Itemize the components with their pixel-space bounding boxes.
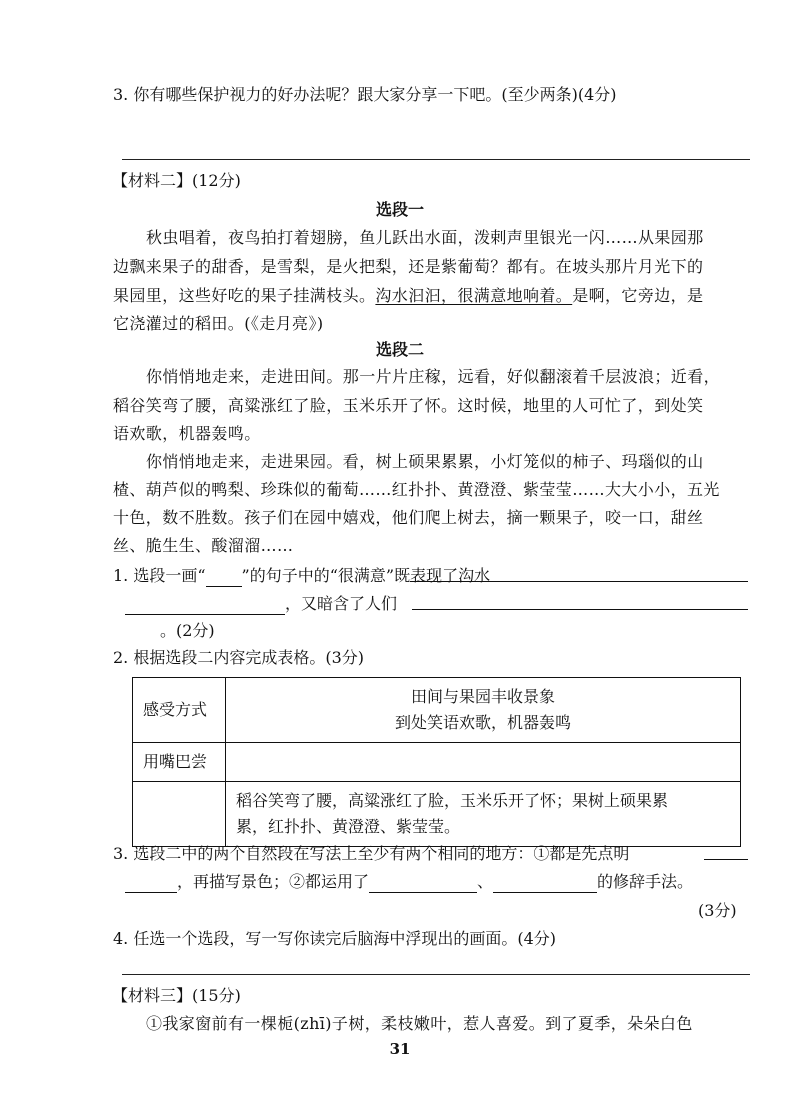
underlined-sentence: 沟水汩汩，很满意地响着。 — [375, 286, 573, 305]
table-answer-cell[interactable] — [226, 743, 741, 782]
passage-2-line: 你悄悄地走来，走进田间。那一片片庄稼，远看，好似翻滚着千层波浪；近看， — [146, 367, 721, 386]
question-3-text: ，再描写景色；②都运用了 — [177, 872, 370, 891]
passage-2-line: 丝、脆生生、酸溜溜…… — [113, 536, 294, 555]
passage-1-title: 选段一 — [375, 200, 424, 219]
question-1-text: ，又暗含了人们 — [285, 594, 398, 613]
answer-blank[interactable] — [704, 843, 748, 860]
passage-1-line — [113, 285, 703, 307]
answer-blank[interactable] — [493, 876, 597, 893]
passage-1-text: 果园里，这些好吃的果子挂满枝头。 — [113, 286, 376, 305]
question-1-score: 。(2分) — [160, 621, 215, 640]
question-3: 3. 选段二中的两个自然段在写法上至少有两个相同的地方：①都是先点明 — [113, 844, 630, 863]
table-row-text: 稻谷笑弯了腰，高粱涨红了脸，玉米乐开了怀；果树上硕果累 — [236, 791, 669, 810]
passage-2-line: 语欢歌，机器轰鸣。 — [113, 424, 261, 443]
table-row-text: 累，红扑扑、黄澄澄、紫莹莹。 — [236, 817, 461, 836]
answer-blank[interactable] — [369, 876, 477, 893]
material-3-header: 【材料三】(15分) — [112, 986, 241, 1005]
passage-2-line: 你悄悄地走来，走进果园。看，树上硕果累累，小灯笼似的柿子、玛瑙似的山 — [146, 452, 704, 471]
passage-2-line: 十色，数不胜数。孩子们在园中嬉戏，他们爬上树去，摘一颗果子，咬一口，甜丝 — [113, 508, 704, 527]
passage-1-line: 秋虫唱着，夜鸟拍打着翅膀，鱼儿跃出水面，泼剌声里银光一闪……从果园那 — [146, 228, 704, 247]
question-4: 4. 任选一个选段，写一写你读完后脑海中浮现出的画面。(4分) — [113, 929, 557, 948]
answer-blank[interactable] — [125, 598, 285, 615]
answer-blank[interactable] — [412, 593, 748, 610]
page-number: 31 — [389, 1040, 411, 1058]
answer-line — [122, 159, 750, 160]
table-header-text: 田间与果园丰收景象 — [410, 687, 555, 706]
table-cell: 用嘴巴尝 — [133, 743, 226, 782]
question-3-text: 、 — [477, 872, 494, 891]
answer-blank[interactable] — [125, 876, 177, 893]
question-3-line2 — [125, 871, 693, 893]
table-row-text: 到处笑语欢歌，机器轰鸣 — [394, 713, 571, 732]
passage-2-line: 楂、葫芦似的鸭梨、珍珠似的葡萄……红扑扑、黄澄澄、紫莹莹……大大小小，五光 — [113, 480, 720, 499]
material-2-header: 【材料二】(12分) — [112, 171, 241, 190]
passage-1-line: 边飘来果子的甜香，是雪梨，是火把梨，还是紫葡萄？都有。在坡头那片月光下的 — [113, 257, 704, 276]
table-cell: 感受方式 — [133, 678, 226, 743]
question-1-line2 — [125, 593, 397, 615]
question-1-text: 1. 选段一画“ — [113, 566, 206, 585]
question-3-score: (3分) — [698, 901, 737, 920]
question-3-text: 的修辞手法。 — [597, 872, 694, 891]
question-1-text: ”的句子中的“很满意”既表现了沟水 — [241, 566, 491, 585]
question-3-eyesight: 3. 你有哪些保护视力的好办法呢？跟大家分享一下吧。(至少两条)(4分) — [113, 85, 617, 104]
table-answer-cell[interactable] — [133, 782, 226, 847]
material-3-line: ①我家窗前有一棵栀(zhī)子树，柔枝嫩叶，惹人喜爱。到了夏季，朵朵白色 — [146, 1014, 693, 1033]
passage-1-line: 它浇灌过的稻田。(《走月亮》) — [113, 314, 324, 333]
passage-2-line: 稻谷笑弯了腰，高粱涨红了脸，玉米乐开了怀。这时候，地里的人可忙了，到处笑 — [113, 396, 704, 415]
passage-1-text: 是啊，它旁边，是 — [572, 286, 704, 305]
question-2: 2. 根据选段二内容完成表格。(3分) — [113, 648, 365, 667]
table-cell — [226, 678, 741, 743]
question-1-mark-blank — [206, 570, 242, 587]
table-cell — [226, 782, 741, 847]
perception-table — [132, 677, 741, 847]
answer-blank[interactable] — [410, 565, 748, 582]
answer-line — [122, 974, 750, 975]
passage-2-title: 选段二 — [375, 340, 424, 359]
